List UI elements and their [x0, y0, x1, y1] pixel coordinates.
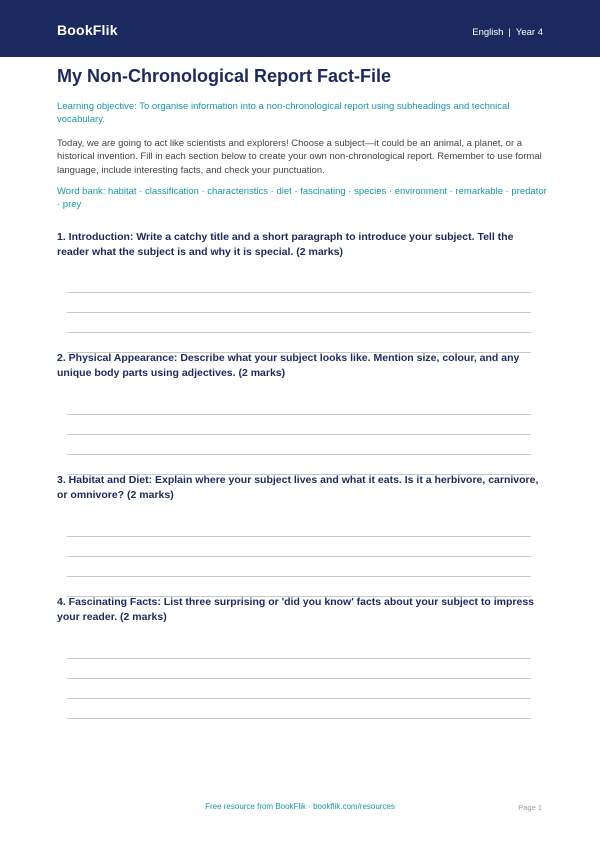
- page-title: My Non-Chronological Report Fact-File: [57, 66, 392, 86]
- year-label: Year 4: [515, 27, 543, 38]
- question-4: [57, 595, 547, 624]
- learning-objective: Learning objective: To organise information into a non-chronological report using subheadings and technical vocabulary.: [57, 101, 510, 125]
- answer-line[interactable]: [67, 718, 531, 719]
- separator: |: [508, 27, 511, 38]
- page-header: [0, 0, 600, 57]
- answer-line[interactable]: [67, 292, 531, 293]
- answer-line[interactable]: [67, 332, 531, 333]
- answer-line[interactable]: [67, 698, 531, 699]
- footer-resource-link[interactable]: Free resource from BookFlik · bookflik.com/resources: [205, 802, 395, 811]
- word-bank: Word bank: habitat · classification · characteristics · diet · fascinating · species · environment · remarkable · predator · prey: [57, 186, 547, 210]
- question-prompt: 4. Fascinating Facts: List three surprising or 'did you know' facts about your subject to impress your reader. (2 marks): [57, 596, 534, 623]
- answer-line[interactable]: [67, 312, 531, 313]
- answer-line[interactable]: [67, 658, 531, 659]
- intro-paragraph: Today, we are going to act like scientists and explorers! Choose a subject—it could be an animal, a planet, or a historical invention. Fill in each section below to create your own non-chronological report. Remember to use formal language, include interesting facts, and check your punctuation.: [57, 138, 542, 176]
- answer-line[interactable]: [67, 536, 531, 537]
- answer-line[interactable]: [67, 434, 531, 435]
- answer-line[interactable]: [67, 576, 531, 577]
- answer-line[interactable]: [67, 556, 531, 557]
- question-2: [57, 351, 547, 380]
- page-number: Page 1: [518, 803, 542, 812]
- answer-line[interactable]: [67, 454, 531, 455]
- question-3: [57, 473, 547, 502]
- subject-label: English: [472, 27, 504, 38]
- answer-line[interactable]: [67, 414, 531, 415]
- subject-year-label: [472, 27, 543, 38]
- answer-line[interactable]: [67, 678, 531, 679]
- question-prompt: 1. Introduction: Write a catchy title and a short paragraph to introduce your subject. Tell the reader what the subject is and why it is special. (2 marks): [57, 231, 514, 258]
- question-1: [57, 230, 547, 259]
- question-prompt: 3. Habitat and Diet: Explain where your subject lives and what it eats. Is it a herbivore, carnivore, or omnivore? (2 marks): [57, 474, 539, 501]
- question-prompt: 2. Physical Appearance: Describe what your subject looks like. Mention size, colour, and any unique body parts using adjectives. (2 marks): [57, 352, 520, 379]
- brand-logo: BookFlik: [57, 22, 118, 38]
